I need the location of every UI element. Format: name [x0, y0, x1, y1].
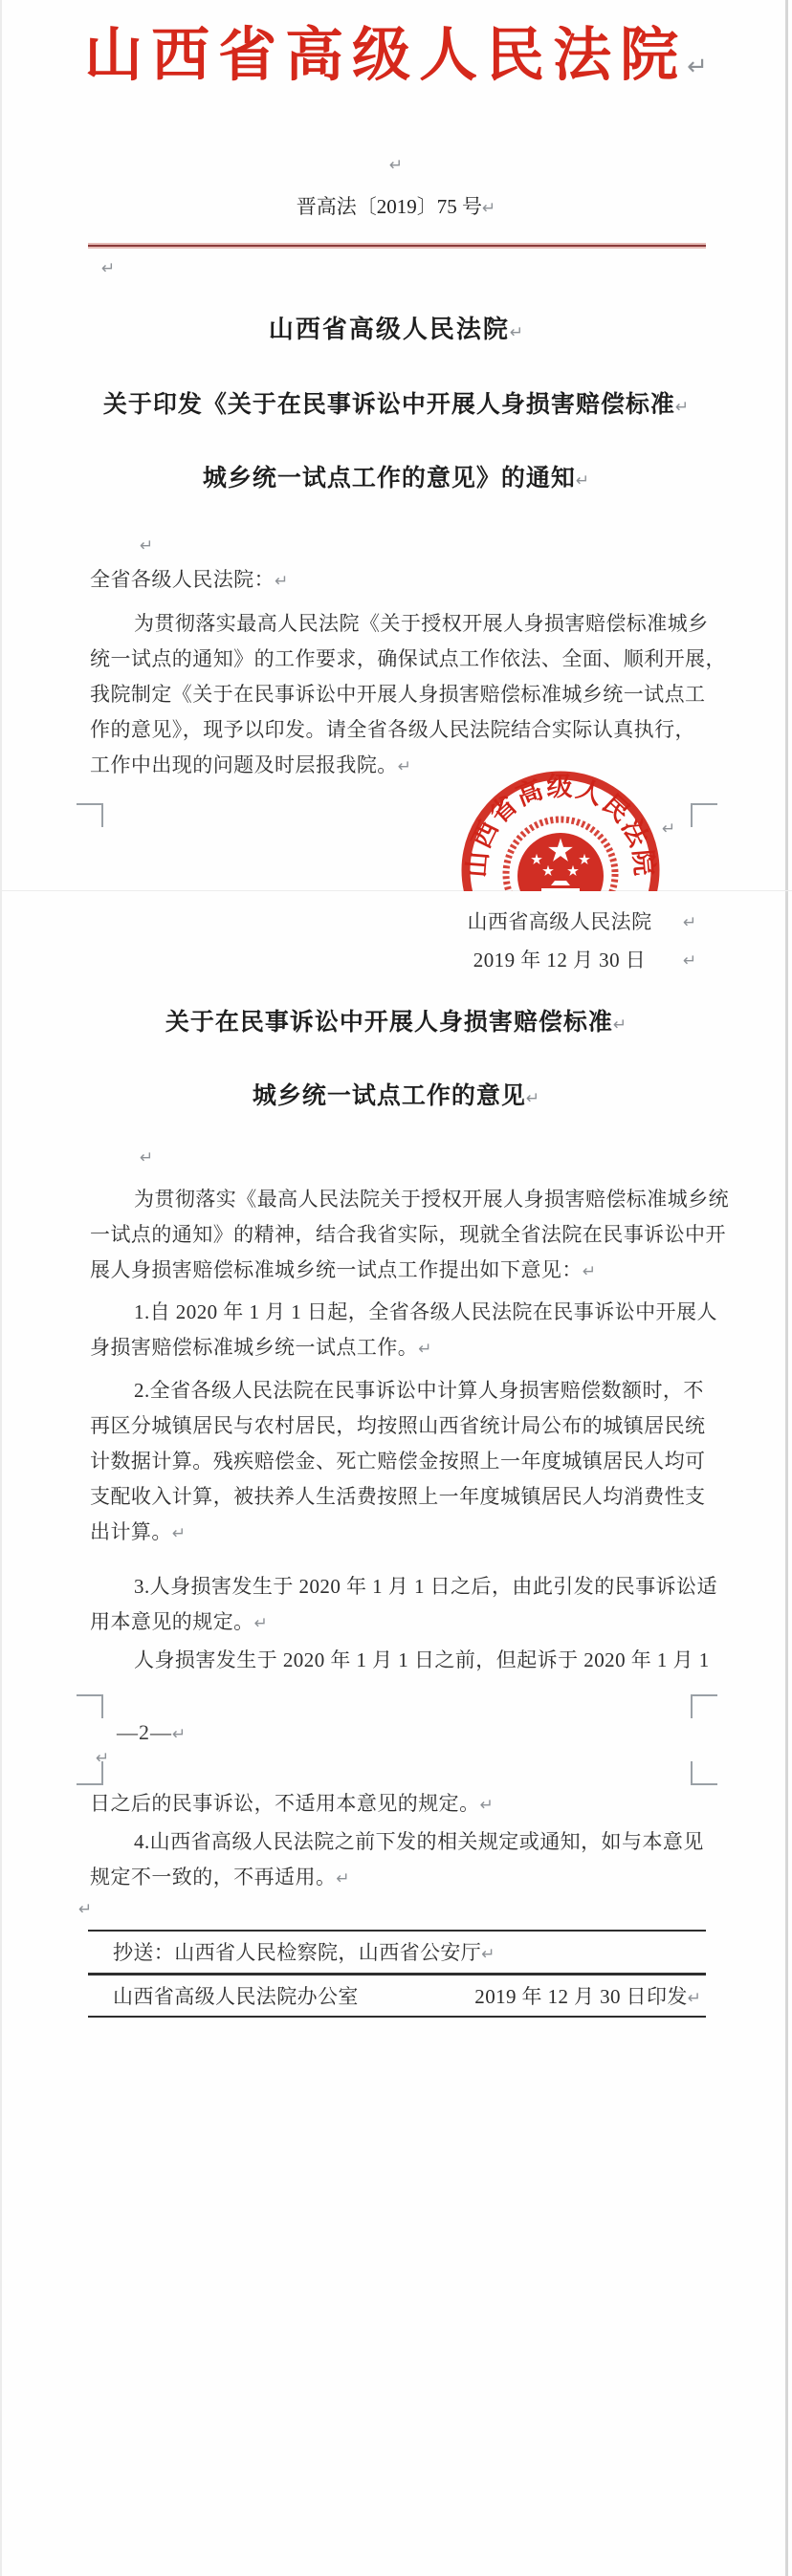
text-boundary-mark [691, 803, 717, 827]
opinion-body-line: 身损害赔偿标准城乡统一试点工作。↵ [90, 1336, 432, 1359]
opinion-body-line: 再区分城镇居民与农村居民，均按照山西省统计局公布的城镇居民统 [90, 1414, 706, 1437]
pilcrow-mark: ↵ [479, 1796, 494, 1815]
opinion-body-line: 2.全省各级人民法院在民事诉讼中计算人身损害赔偿数额时，不 [134, 1379, 704, 1402]
salutation: 全省各级人民法院：↵ [90, 568, 289, 591]
notice-title-line1: 关于印发《关于在民事诉讼中开展人身损害赔偿标准↵ [102, 392, 690, 418]
official-seal [457, 767, 664, 891]
doc-number: 晋高法〔2019〕75 号↵ [296, 195, 496, 218]
letterhead-title: 山西省高级人民法院↵ [84, 24, 708, 88]
pilcrow-mark: ↵ [397, 757, 411, 776]
left-edge-strip [0, 0, 2, 2576]
notice-body-line: 我院制定《关于在民事诉讼中开展人身损害赔偿标准城乡统一试点工 [90, 683, 706, 706]
opinion-title-line2: 城乡统一试点工作的意见↵ [252, 1083, 540, 1109]
opinion-body-line: 展人身损害赔偿标准城乡统一试点工作提出如下意见：↵ [90, 1258, 597, 1281]
notice-body-line: 作的意见》，现予以印发。请全省各级人民法院结合实际认真执行， [90, 718, 695, 741]
pilcrow-mark: ↵ [140, 536, 154, 556]
page-number: —2—↵ [117, 1720, 187, 1744]
pilcrow-mark: ↵ [687, 53, 708, 81]
pilcrow-mark: ↵ [525, 1089, 540, 1108]
signature-date: 2019 年 12 月 30 日 [473, 949, 647, 971]
signature-org: 山西省高级人民法院 [467, 910, 652, 933]
opinion-body-line: 计数据计算。残疾赔偿金、死亡赔偿金按照上一年度城镇居民人均可 [90, 1450, 706, 1473]
opinion-body-line: 一试点的通知》的精神，结合我省实际，现就全省法院在民事诉讼中开 [90, 1223, 726, 1246]
text-boundary-mark [691, 1694, 717, 1718]
issuing-office: 山西省高级人民法院办公室 [113, 1985, 359, 2008]
pilcrow-mark: ↵ [481, 1945, 495, 1964]
notice-body-line: 统一试点的通知》的工作要求，确保试点工作依法、全面、顺利开展， [90, 647, 726, 670]
text-boundary-mark [691, 1761, 717, 1785]
opinion-body-line: 日之后的民事诉讼，不适用本意见的规定。↵ [90, 1792, 494, 1815]
pilcrow-mark: ↵ [171, 1524, 187, 1543]
notice-org-heading: 山西省高级人民法院↵ [268, 316, 524, 343]
opinion-body-line: 用本意见的规定。↵ [90, 1610, 268, 1633]
seal-ring-text: 山西省高级人民法院 [462, 773, 659, 879]
pilcrow-mark: ↵ [253, 1614, 268, 1633]
opinion-body-line: 为贯彻落实《最高人民法院关于授权开展人身损害赔偿标准城乡统 [134, 1188, 730, 1211]
notice-body-line: 工作中出现的问题及时层报我院。↵ [90, 753, 411, 776]
opinion-body-line: 3.人身损害发生于 2020 年 1 月 1 日之后，由此引发的民事诉讼适 [134, 1575, 717, 1598]
pilcrow-mark: ↵ [78, 1900, 93, 1919]
footer-rule-top [88, 1930, 706, 1932]
pilcrow-mark: ↵ [172, 1725, 187, 1744]
opinion-body-line: 规定不一致的，不再适用。↵ [90, 1866, 350, 1888]
opinion-body-line: 出计算。↵ [90, 1520, 187, 1543]
pilcrow-mark: ↵ [418, 1340, 432, 1359]
opinion-body-line: 1.自 2020 年 1 月 1 日起，全省各级人民法院在民事诉讼中开展人 [134, 1300, 717, 1323]
pilcrow-mark: ↵ [683, 913, 697, 932]
footer-rule-bottom [88, 2016, 706, 2018]
seal-graphic [457, 767, 664, 891]
pilcrow-mark: ↵ [674, 398, 690, 417]
pilcrow-mark: ↵ [683, 951, 697, 971]
cc-line: 抄送：山西省人民检察院，山西省公安厅↵ [113, 1941, 495, 1964]
notice-title-line2: 城乡统一试点工作的意见》的通知↵ [202, 466, 590, 491]
text-boundary-mark [77, 803, 103, 827]
pilcrow-mark: ↵ [96, 1749, 110, 1768]
pilcrow-mark: ↵ [582, 1262, 597, 1281]
red-separator-rule [88, 245, 706, 247]
pilcrow-mark: ↵ [509, 323, 524, 342]
pilcrow-mark: ↵ [612, 1015, 627, 1035]
issue-date: 2019 年 12 月 30 日印发↵ [474, 1985, 701, 2008]
pilcrow-mark: ↵ [388, 156, 404, 175]
opinion-body-line: 支配收入计算，被扶养人生活费按照上一年度城镇居民人均消费性支 [90, 1485, 706, 1508]
opinion-title-line1: 关于在民事诉讼中开展人身损害赔偿标准↵ [165, 1010, 627, 1036]
pilcrow-mark: ↵ [687, 1989, 701, 2008]
footer-rule-middle [88, 1973, 706, 1976]
pilcrow-mark: ↵ [662, 819, 676, 839]
pilcrow-mark: ↵ [482, 199, 496, 218]
opinion-body-line: 4.山西省高级人民法院之前下发的相关规定或通知，如与本意见 [134, 1830, 704, 1853]
opinion-body-line: 人身损害发生于 2020 年 1 月 1 日之前，但起诉于 2020 年 1 月 1 [134, 1648, 710, 1671]
pilcrow-mark: ↵ [275, 572, 289, 591]
text-boundary-mark [77, 1694, 103, 1718]
text-boundary-mark [77, 1761, 103, 1785]
notice-body-line: 为贯彻落实最高人民法院《关于授权开展人身损害赔偿标准城乡 [134, 612, 709, 635]
right-edge-strip [785, 0, 788, 2576]
pilcrow-mark: ↵ [575, 471, 590, 491]
pilcrow-mark: ↵ [336, 1869, 350, 1888]
page-stitch-line [0, 890, 792, 891]
pilcrow-mark: ↵ [140, 1148, 154, 1168]
pilcrow-mark: ↵ [101, 259, 116, 278]
